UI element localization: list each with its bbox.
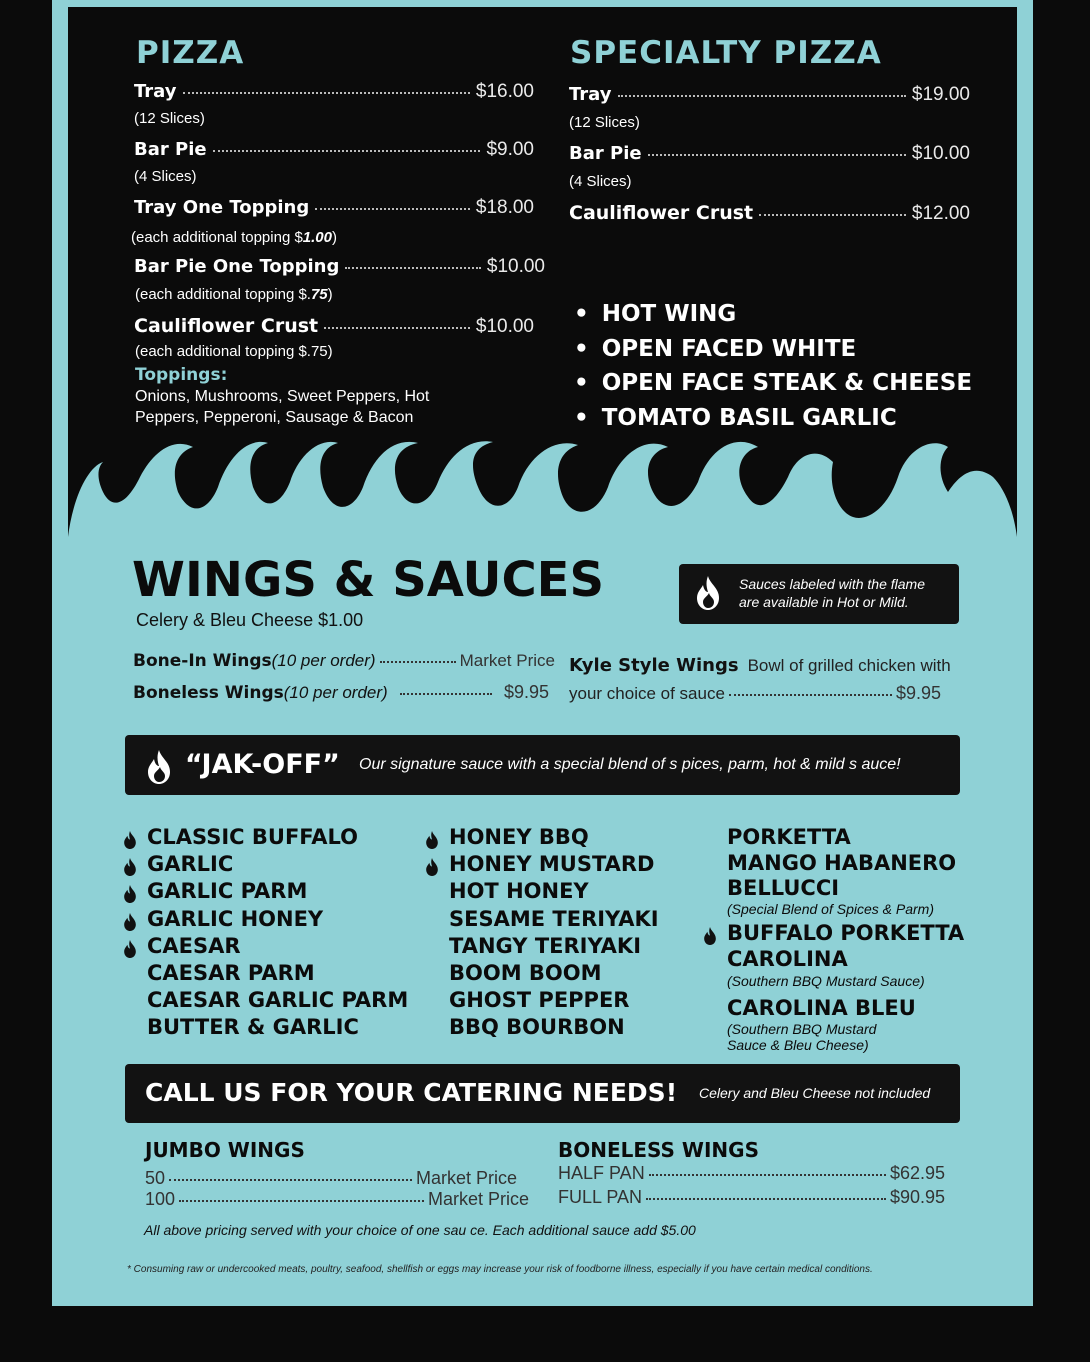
pizza-item-bar-pie <box>134 139 534 161</box>
jak-off-name: “JAK-OFF” <box>185 749 340 780</box>
catering-note: Celery and Bleu Cheese not included <box>699 1085 931 1101</box>
item-note: (each additional topping $.75) <box>135 343 333 360</box>
item-name: Bar Pie <box>569 143 642 164</box>
sauce-item: GHOST PEPPER <box>449 988 630 1013</box>
item-price: $16.00 <box>475 81 534 102</box>
qty: FULL PAN <box>558 1187 643 1207</box>
jumbo-wings-title: JUMBO WINGS <box>145 1138 305 1162</box>
item-sub: (10 per order) <box>271 651 376 670</box>
list-item: • TOMATO BASIL GARLIC <box>574 401 972 436</box>
pizza-title: PIZZA <box>136 35 245 71</box>
specialty-pizza-title: SPECIALTY PIZZA <box>570 35 882 71</box>
toppings-label: Toppings: <box>135 365 228 385</box>
item-name: Cauliflower Crust <box>134 315 319 337</box>
jumbo-row-50 <box>145 1168 517 1189</box>
item-price: $9.95 <box>503 682 549 702</box>
item-price: Market Price <box>459 651 555 670</box>
item-price: $9.00 <box>486 139 534 160</box>
item-price: $9.95 <box>895 683 941 703</box>
flame-note-line1: Sauces labeled with the flame <box>739 576 925 592</box>
boneless-wings-row <box>133 682 549 703</box>
bone-in-wings-row <box>133 651 555 671</box>
sauce-item: CLASSIC BUFFALO <box>147 824 408 851</box>
flame-icon <box>123 856 137 883</box>
sauce-bellucci-note: (Special Blend of Spices & Parm) <box>727 901 934 918</box>
boneless-wings-title: BONELESS WINGS <box>558 1138 759 1162</box>
qty: 50 <box>145 1168 166 1188</box>
sauce-item: CAESAR PARM <box>147 961 315 986</box>
flame-icon <box>425 829 439 856</box>
flame-icon <box>123 911 137 938</box>
sauce-item: HONEY MUSTARD <box>449 851 659 878</box>
flame-icon <box>425 856 439 883</box>
sauce-pricing-note: All above pricing served with your choice of one sau ce. Each additional sauce add $5.00 <box>144 1222 696 1238</box>
sauce-item: GARLIC HONEY <box>147 906 408 933</box>
sauce-item: GARLIC PARM <box>147 878 408 905</box>
flame-icon <box>695 576 721 610</box>
price: Market Price <box>427 1189 529 1209</box>
item-note: (12 Slices) <box>569 114 640 131</box>
list-item: • OPEN FACED WHITE <box>574 332 972 367</box>
sauce-column-2 <box>449 824 659 1042</box>
sauce-carolina: CAROLINA <box>727 947 848 972</box>
flame-icon <box>123 829 137 856</box>
sauce-item: TANGY TERIYAKI <box>449 933 642 958</box>
flame-note-box <box>679 564 959 624</box>
item-name: Bone-In Wings <box>133 651 272 671</box>
jumbo-row-100 <box>145 1189 529 1210</box>
jak-off-desc: Our signature sauce with a special blend of s pices, parm, hot & mild s auce! <box>359 756 901 773</box>
item-name: Tray One Topping <box>134 197 310 218</box>
sauce-item: SESAME TERIYAKI <box>449 906 659 931</box>
flame-icon <box>703 927 717 945</box>
sauce-carolina-bleu: CAROLINA BLEU <box>727 996 916 1021</box>
item-note: (each additional topping $1.00) <box>131 229 337 246</box>
item-note: (each additional topping $.75) <box>135 286 333 303</box>
sauce-item: HOT HONEY <box>449 879 589 904</box>
item-desc: your choice of sauce <box>569 684 725 703</box>
flame-icon <box>123 938 137 965</box>
disclaimer: * Consuming raw or undercooked meats, poultry, seafood, shellfish or eggs may increase your risk of foodborne illness, especially if you have certain medical conditions. <box>127 1264 873 1275</box>
sauce-item: BOOM BOOM <box>449 961 602 986</box>
item-price: $18.00 <box>475 197 534 218</box>
item-price: $12.00 <box>911 203 970 224</box>
flame-note-line2: are available in Hot or Mild. <box>739 594 909 610</box>
price: $62.95 <box>889 1163 945 1183</box>
pizza-item-tray-one-topping <box>134 197 534 219</box>
sauce-mango-habanero: MANGO HABANERO <box>727 851 957 876</box>
item-note: (12 Slices) <box>134 110 205 127</box>
catering-banner <box>125 1064 960 1123</box>
sauce-item: CAESAR <box>147 933 408 960</box>
sauce-item: GARLIC <box>147 851 408 878</box>
jak-off-banner <box>125 735 960 795</box>
list-item: • HOT WING <box>574 297 972 332</box>
catering-title: CALL US FOR YOUR CATERING NEEDS! <box>145 1078 678 1107</box>
item-note: (4 Slices) <box>134 168 197 185</box>
item-name: Boneless Wings <box>133 683 284 703</box>
menu-page <box>52 0 1033 1306</box>
sauce-item: CAESAR GARLIC PARM <box>147 988 409 1013</box>
specialty-item-bar-pie <box>569 143 970 165</box>
toppings-list-line2: Peppers, Pepperoni, Sausage & Bacon <box>135 409 414 426</box>
kyle-style-price-row <box>569 683 941 704</box>
item-name: Kyle Style Wings <box>569 655 739 676</box>
item-name: Tray <box>134 81 177 102</box>
boneless-row-full <box>558 1187 945 1208</box>
item-name: Tray <box>569 84 612 105</box>
qty: 100 <box>145 1189 176 1209</box>
wings-title: WINGS & SAUCES <box>132 552 605 608</box>
item-price: $10.00 <box>911 143 970 164</box>
specialty-item-tray <box>569 84 970 106</box>
list-item: • OPEN FACE STEAK & CHEESE <box>574 366 972 401</box>
item-price: $19.00 <box>911 84 970 105</box>
item-sub: (10 per order) <box>283 683 388 702</box>
pizza-item-tray <box>134 81 534 103</box>
item-note: (4 Slices) <box>569 173 632 190</box>
item-name: Bar Pie <box>134 139 207 160</box>
sauce-carolina-bleu-note2: Sauce & Bleu Cheese) <box>727 1037 869 1054</box>
pizza-item-bar-pie-one-topping <box>134 256 545 278</box>
pizza-item-cauliflower-crust <box>134 315 534 338</box>
kyle-style-wings-row <box>569 655 951 676</box>
sauce-carolina-bleu-note1: (Southern BBQ Mustard <box>727 1021 877 1038</box>
flame-icon <box>123 883 137 910</box>
boneless-row-half <box>558 1163 945 1184</box>
sauce-item: BBQ BOURBON <box>449 1015 625 1040</box>
specialty-list <box>574 297 972 435</box>
qty: HALF PAN <box>558 1163 645 1183</box>
sauce-item: HONEY BBQ <box>449 824 659 851</box>
item-price: $10.00 <box>486 256 545 277</box>
toppings-list-line1: Onions, Mushrooms, Sweet Peppers, Hot <box>135 388 430 405</box>
celery-note: Celery & Bleu Cheese $1.00 <box>136 610 364 630</box>
specialty-item-cauliflower-crust <box>569 202 970 225</box>
sauce-porketta: PORKETTA <box>727 825 851 849</box>
item-name: Cauliflower Crust <box>569 202 754 224</box>
sauce-carolina-note: (Southern BBQ Mustard Sauce) <box>727 973 925 990</box>
item-desc: Bowl of grilled chicken with <box>747 656 951 675</box>
sauce-buffalo-porketta: BUFFALO PORKETTA <box>727 921 964 945</box>
price: Market Price <box>415 1168 517 1188</box>
sauce-column-1 <box>147 824 408 1042</box>
flame-icon <box>146 750 172 784</box>
sauce-column-3 <box>727 824 964 1053</box>
sauce-bellucci: BELLUCCI <box>727 876 840 901</box>
item-name: Bar Pie One Topping <box>134 256 340 277</box>
sauce-item: BUTTER & GARLIC <box>147 1015 359 1040</box>
pizza-panel <box>68 7 1017 547</box>
price: $90.95 <box>889 1187 945 1207</box>
item-price: $10.00 <box>475 316 534 337</box>
